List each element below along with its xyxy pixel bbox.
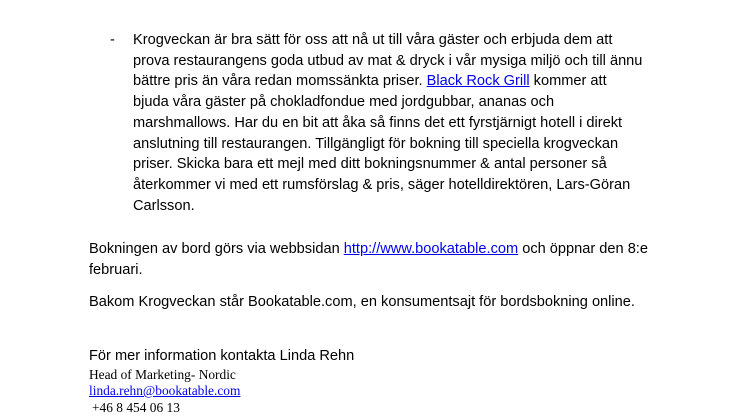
- contact-title: Head of Marketing- Nordic: [89, 366, 236, 382]
- contact-block: [89, 346, 589, 416]
- booking-text-start: Bokningen av bord görs via webbsidan: [89, 241, 344, 257]
- booking-paragraph: [89, 239, 669, 280]
- bullet-text-start: Krogveckan är bra sätt för oss att nå ut till våra gäster och erbjuda dem att prova restaurangens goda utbud av mat & dryck i vår mysiga miljö och till ännu bättre pris än våra redan momssänkta priser.: [133, 32, 643, 90]
- contact-email-link[interactable]: linda.rehn@bookatable.com: [89, 383, 241, 399]
- bullet-text-end: kommer att bjuda våra gäster på chokladfondue med jordgubbar, ananas och marshmallows. Har du en bit att åka så finns det ett fyrstjärnigt hotell i direkt anslutning till restaurangen. Tillgängligt för bokning till speciella krogveckan priser. Skicka bara ett mejl med ditt bokningsnummer & antal personer så återkommer vi med ett rumsförslag & pris, säger hotelldirektören, Lars-Göran Carlsson.: [133, 73, 631, 214]
- bullet-marker: -: [110, 32, 115, 48]
- contact-phone: +46 8 454 06 13: [92, 400, 180, 416]
- contact-intro: För mer information kontakta Linda Rehn: [89, 348, 355, 364]
- about-paragraph: Bakom Krogveckan står Bookatable.com, en konsumentsajt för bordsbokning online.: [89, 294, 635, 310]
- black-rock-grill-link[interactable]: Black Rock Grill: [426, 73, 530, 90]
- bullet-paragraph: [133, 30, 643, 216]
- booking-text-end: och öppnar den 8:e februari.: [89, 241, 648, 278]
- bookatable-url-link[interactable]: http://www.bookatable.com: [343, 241, 519, 257]
